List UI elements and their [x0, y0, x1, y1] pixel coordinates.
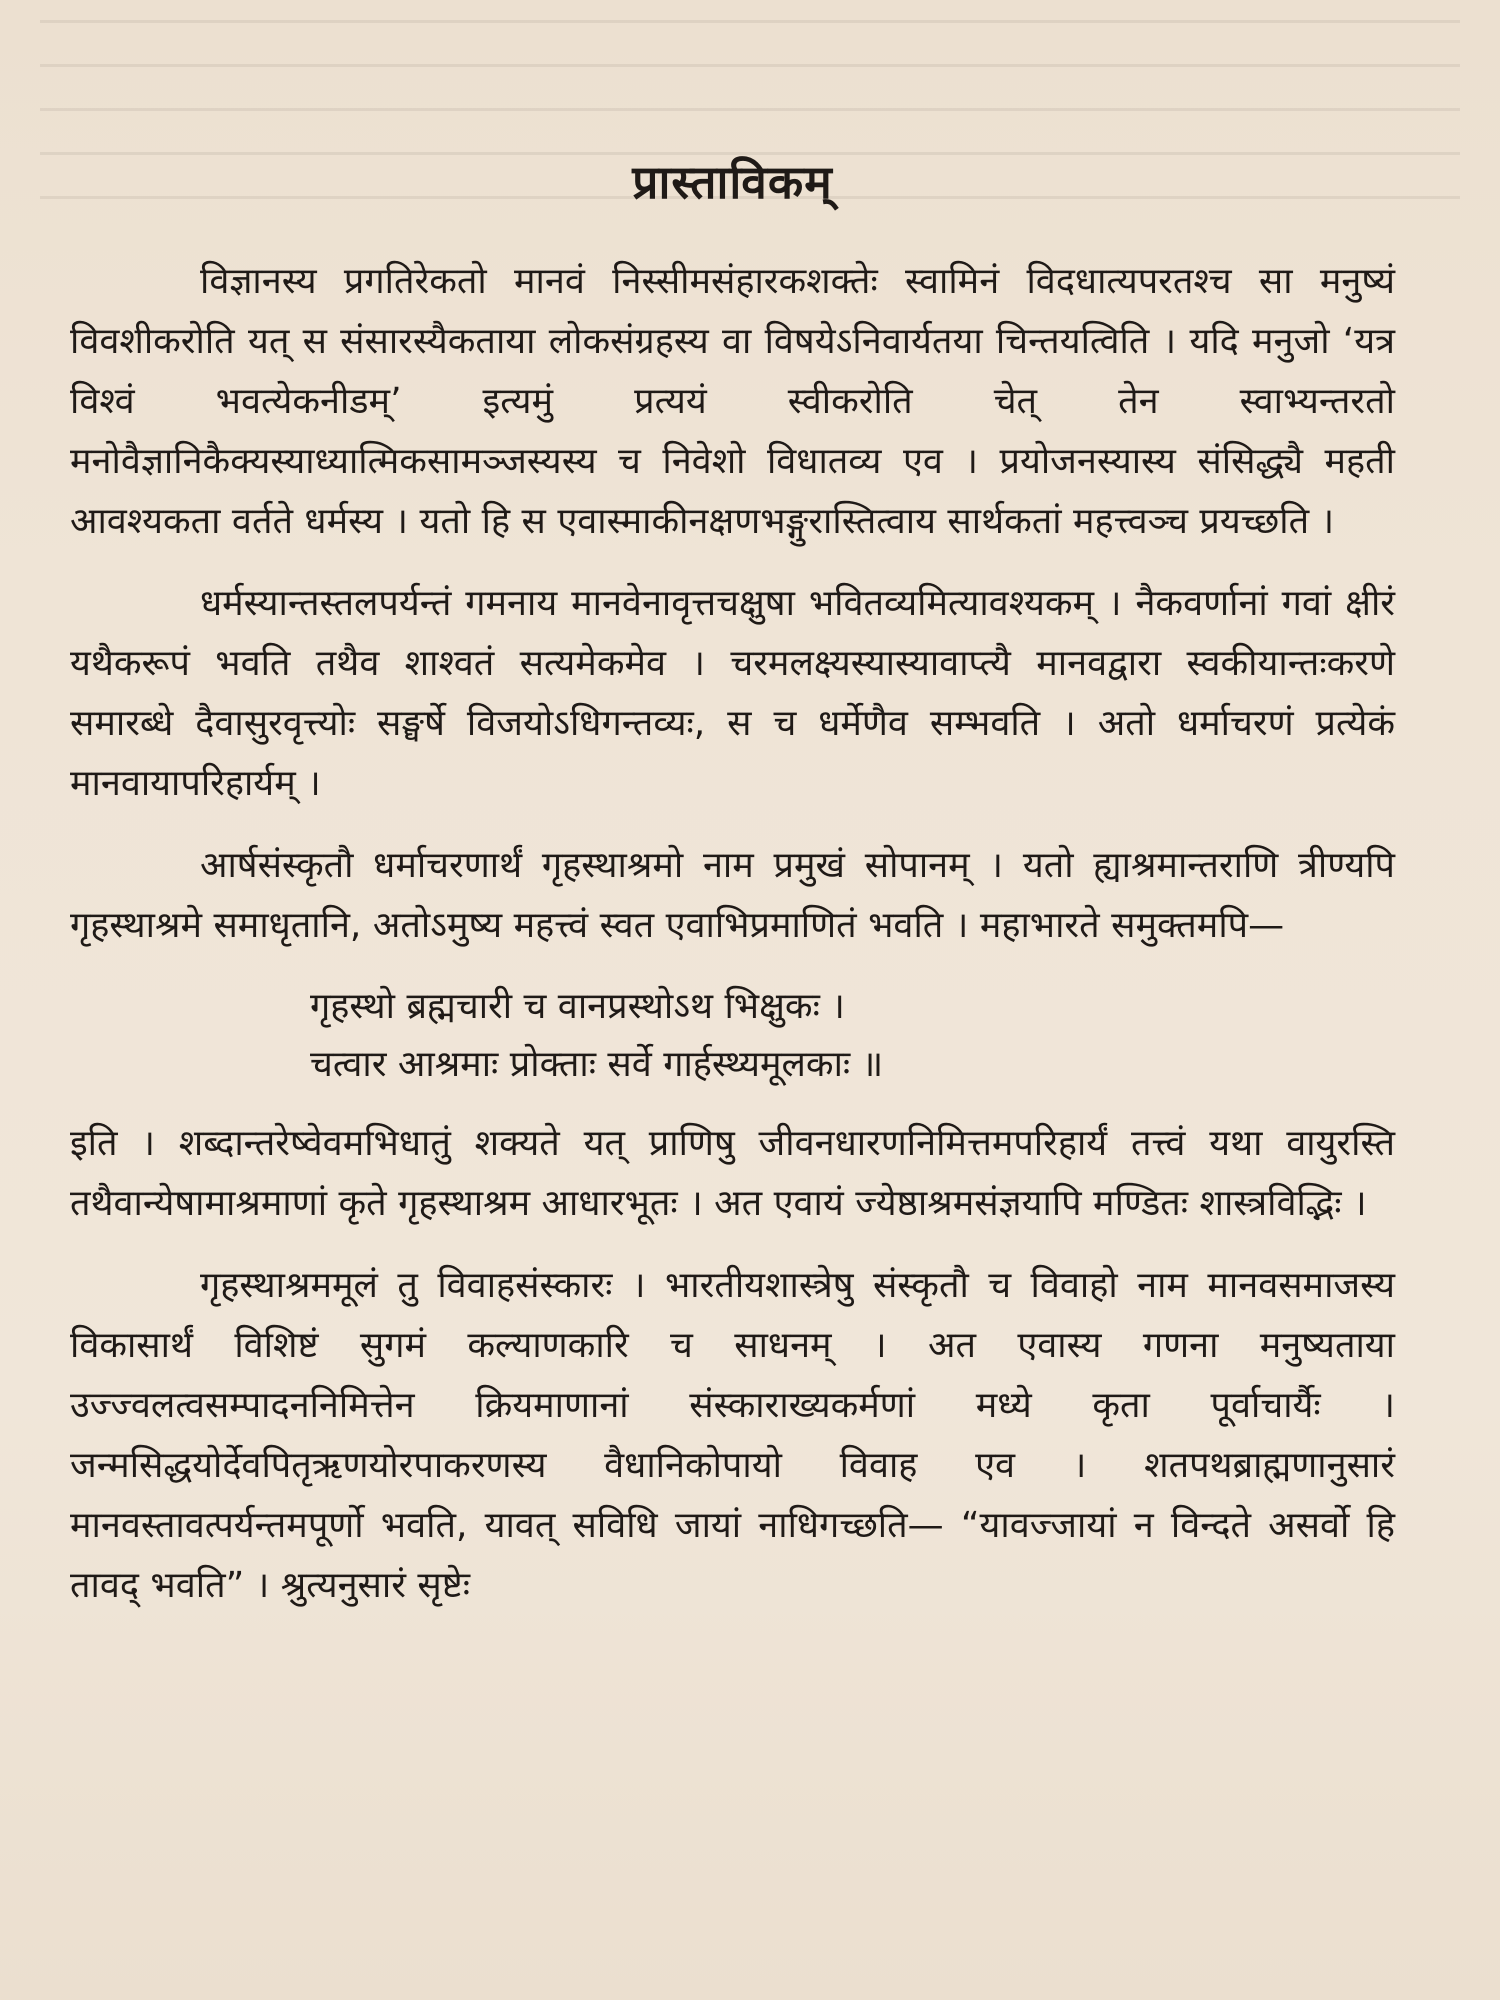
verse-line-1: गृहस्थो ब्रह्मचारी च वानप्रस्थोऽथ भिक्षुकः ।	[310, 986, 845, 1027]
verse-line-2: चत्वार आश्रमाः प्रोक्ताः सर्वे गार्हस्थ्यमूलकाः ॥	[310, 1044, 884, 1085]
page-content	[70, 150, 1395, 1638]
verse-block	[310, 978, 1395, 1094]
paragraph-after-verse: इति । शब्दान्तरेष्वेवमभिधातुं शक्यते यत् प्राणिषु जीवनधारणनिमित्तमपरिहार्यं तत्त्वं यथा वायुरस्ति तथैवान्येषामाश्रमाणां कृते गृहस्थाश्रम आधारभूतः । अत एवायं ज्येष्ठाश्रमसंज्ञयापि मण्डितः शास्त्रविद्भिः ।	[70, 1123, 1395, 1224]
paragraph-2: धर्मस्यान्तस्तलपर्यन्तं गमनाय मानवेनावृत्तचक्षुषा भवितव्यमित्यावश्यकम् । नैकवर्णानां गवां क्षीरं यथैकरूपं भवति तथैव शाश्वतं सत्यमेकमेव । चरमलक्ष्यस्यास्यावाप्त्यै मानवद्वारा स्वकीयान्तःकरणे समारब्धे दैवासुरवृत्त्योः सङ्घर्षे विजयोऽधिगन्तव्यः, स च धर्मेणैव सम्भवति । अतो धर्माचरणं प्रत्येकं मानवायापरिहार्यम् ।	[70, 583, 1395, 804]
final-paragraph: गृहस्थाश्रममूलं तु विवाहसंस्कारः । भारतीयशास्त्रेषु संस्कृतौ च विवाहो नाम मानवसमाजस्य विकासार्थं विशिष्टं सुगमं कल्याणकारि च साधनम् । अत एवास्य गणना मनुष्यताया उज्ज्वलत्वसम्पादननिमित्तेन क्रियमाणानां संस्काराख्यकर्मणां मध्ये कृता पूर्वाचार्यैः । जन्मसिद्धयोर्देवपितृऋणयोरपाकरणस्य वैधानिकोपायो विवाह एव । शतपथब्राह्मणानुसारं मानवस्तावत्पर्यन्तमपूर्णो भवति, यावत् सविधि जायां नाधिगच्छति— “यावज्जायां न विन्दते असर्वो हि तावद् भवति” । श्रुत्यनुसारं सृष्टेः	[70, 1265, 1395, 1606]
paragraph-1: विज्ञानस्य प्रगतिरेकतो मानवं निस्सीमसंहारकशक्तेः स्वामिनं विदधात्यपरतश्च सा मनुष्यं विवशीकरोति यत् स संसारस्यैकताया लोकसंग्रहस्य वा विषयेऽनिवार्यतया चिन्तयत्विति । यदि मनुजो ‘यत्र विश्वं भवत्येकनीडम्’ इत्यमुं प्रत्ययं स्वीकरोति चेत् तेन स्वाभ्यन्तरतो मनोवैज्ञानिकैक्यस्याध्यात्मिकसामञ्जस्यस्य च निवेशो विधातव्य एव । प्रयोजनस्यास्य संसिद्ध्यै महती आवश्यकता वर्तते धर्मस्य । यतो हि स एवास्माकीनक्षणभङ्गुरास्तित्वाय सार्थकतां महत्त्वञ्च प्रयच्छति ।	[70, 261, 1395, 542]
paragraph-3: आर्षसंस्कृतौ धर्माचरणार्थं गृहस्थाश्रमो नाम प्रमुखं सोपानम् । यतो ह्याश्रमान्तराणि त्रीण्यपि गृहस्थाश्रमे समाधृतानि, अतोऽमुष्य महत्त्वं स्वत एवाभिप्रमाणितं भवति । महाभारते समुक्तमपि—	[70, 845, 1395, 946]
page-title: प्रास्ताविकम्	[632, 155, 833, 209]
